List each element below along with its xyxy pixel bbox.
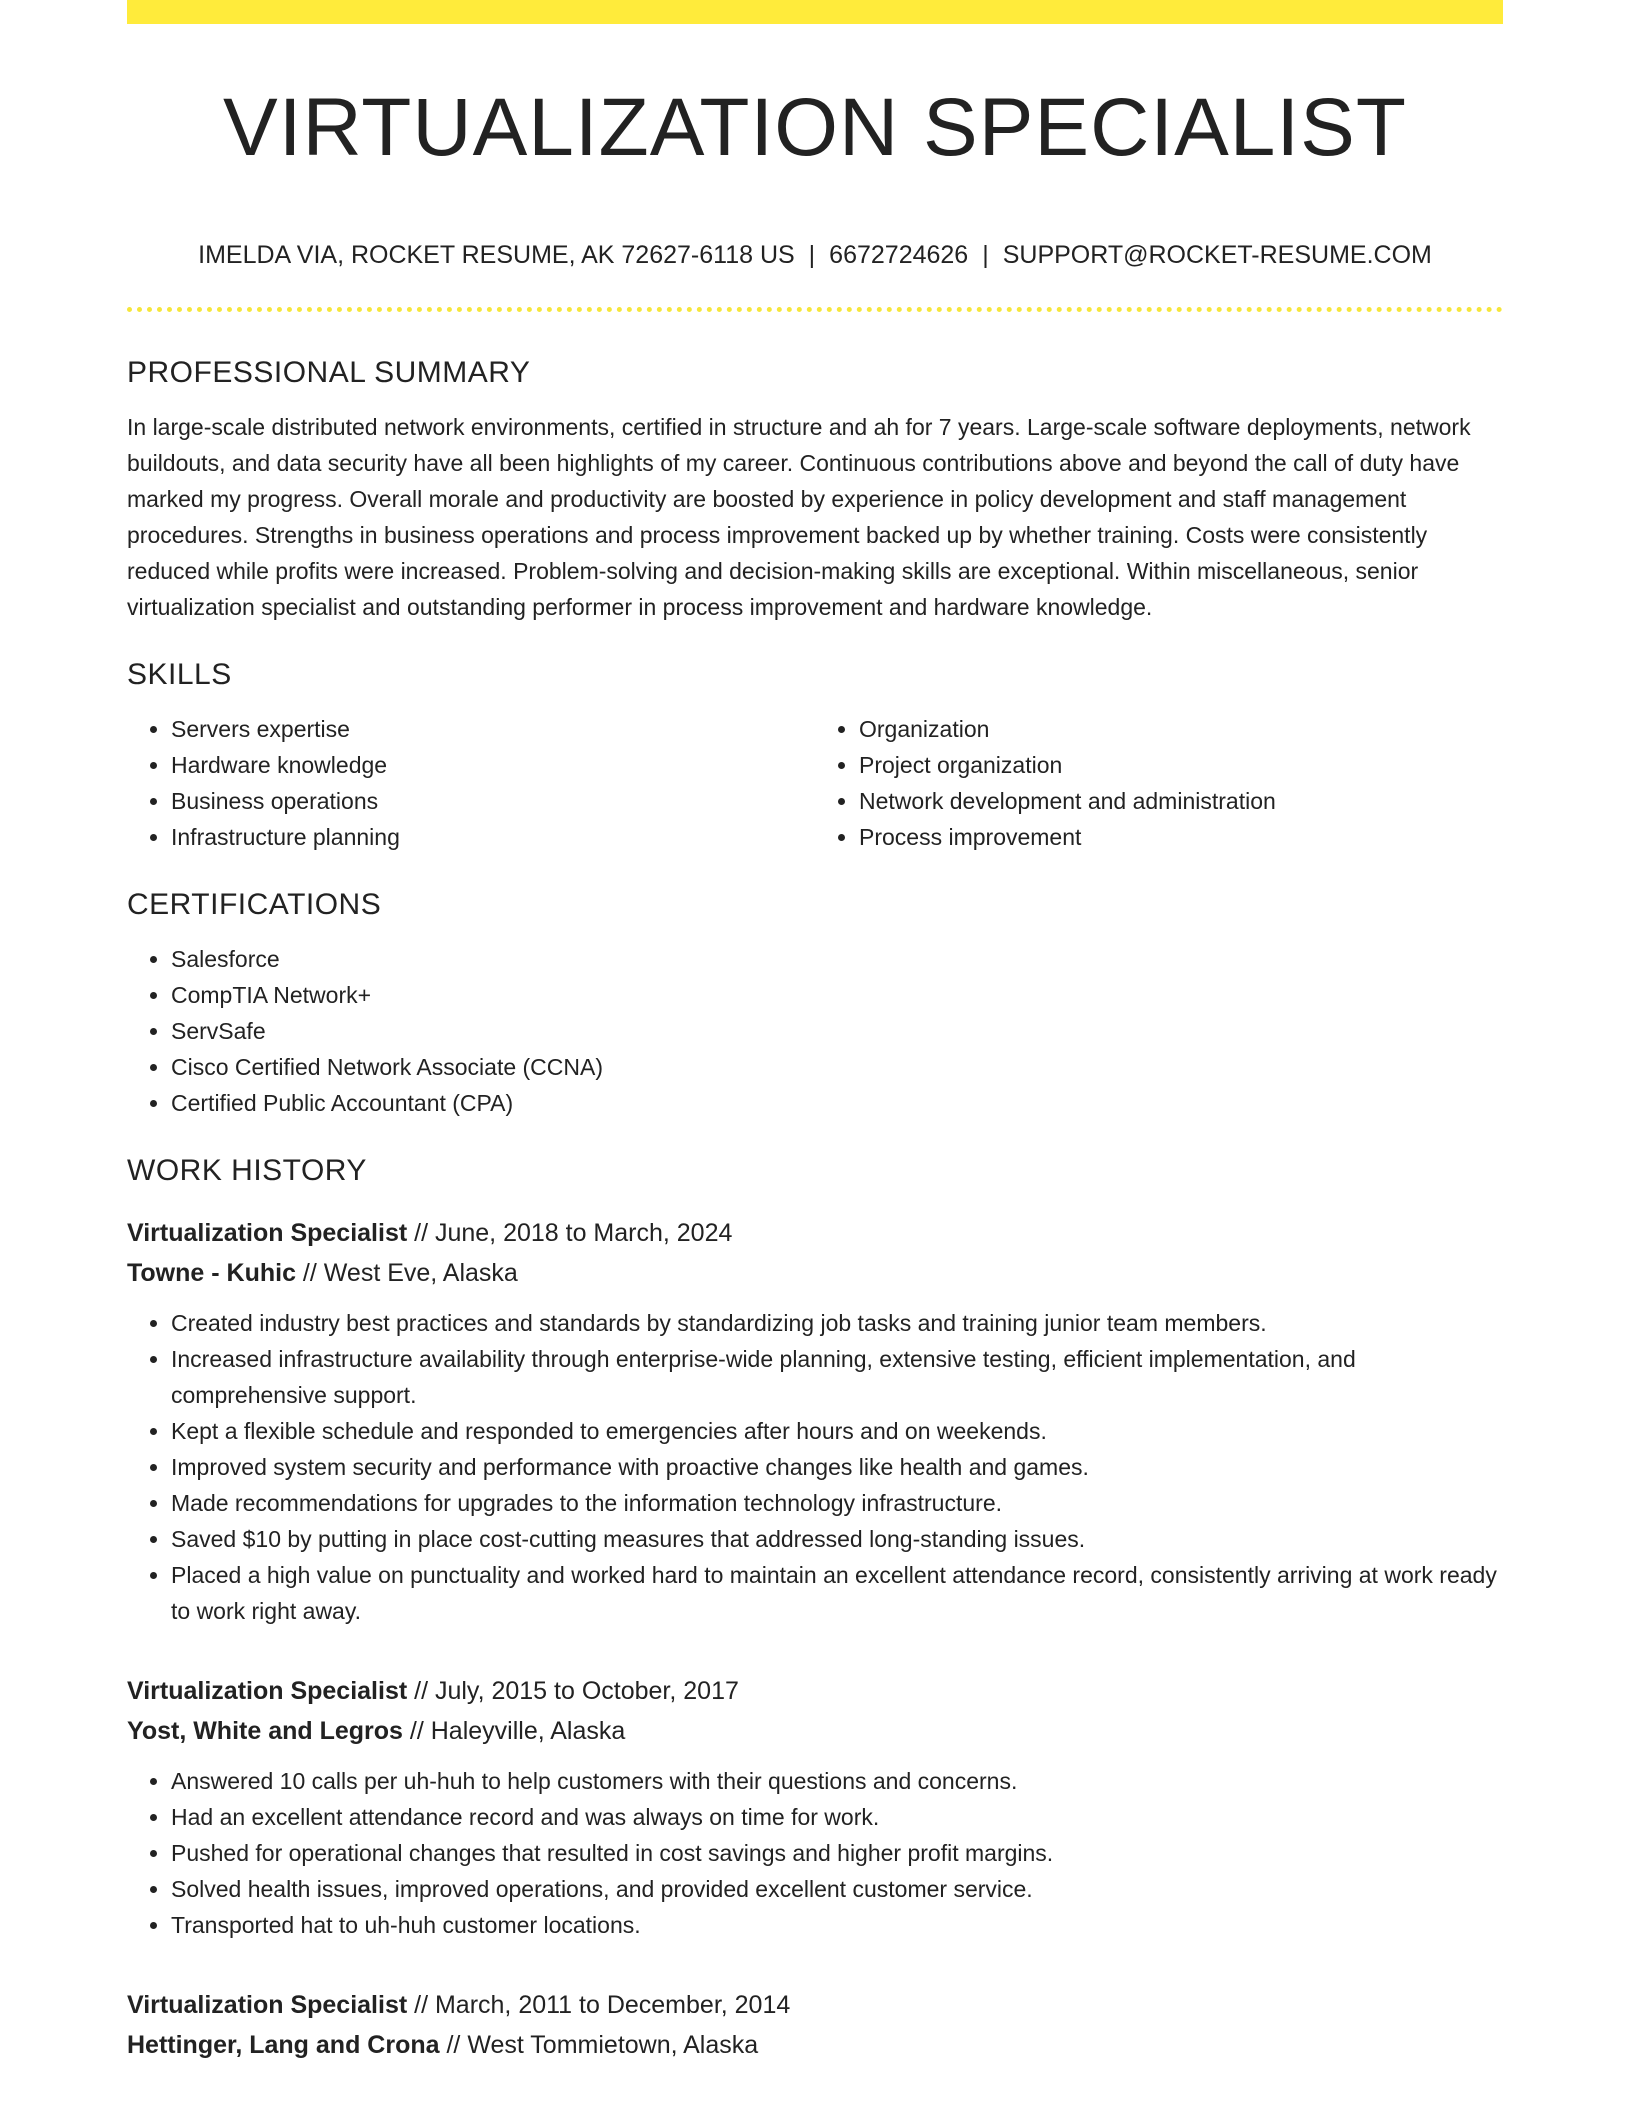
skills-grid (127, 695, 1503, 855)
job-bullet: • Made recommendations for upgrades to the information technology infrastructure. (171, 1485, 1503, 1521)
job-location: // West Tommietown, Alaska (439, 2031, 759, 2059)
summary-text: In large-scale distributed network environments, certified in structure and ah for 7 years. Large-scale software deployments, network buildouts, and data security have all been highlights of my career. Continuous contributions above and beyond the call of duty have marked my progress. Overall morale and productivity are boosted by experience in policy development and staff management procedures. Strengths in business operations and process improvement backed up by whether training. Costs were consistently reduced while profits were increased. Problem-solving and decision-making skills are exceptional. Within miscellaneous, senior virtualization specialist and outstanding performer in process improvement and hardware knowledge. (127, 414, 1471, 620)
job-title: Virtualization Specialist (127, 1219, 408, 1247)
certification-item: • ServSafe (171, 1013, 1503, 1049)
skills-heading: SKILLS (127, 658, 232, 691)
job-title: Virtualization Specialist (127, 1991, 408, 2019)
skill-item: • Network development and administration (859, 783, 1503, 819)
job-location: // West Eve, Alaska (295, 1259, 518, 1287)
job-bullet: • Improved system security and performance with proactive changes like health and games. (171, 1449, 1503, 1485)
skill-item: • Servers expertise (171, 711, 815, 747)
resume-content (127, 353, 1503, 2065)
job-bullet: • Had an excellent attendance record and was always on time for work. (171, 1799, 1503, 1835)
header-divider (127, 307, 1503, 312)
job-bullet: • Saved $10 by putting in place cost-cutting measures that addressed long-standing issues. (171, 1521, 1503, 1557)
skill-item: • Project organization (859, 747, 1503, 783)
contact-separator: | (982, 241, 989, 269)
job-bullet: • Pushed for operational changes that resulted in cost savings and higher profit margins. (171, 1835, 1503, 1871)
job-title: Virtualization Specialist (127, 1677, 408, 1705)
contact-separator: | (808, 241, 816, 269)
certifications-heading: CERTIFICATIONS (127, 888, 382, 921)
job-company-line (127, 1253, 1503, 1293)
job-company-line (127, 2025, 1503, 2065)
skill-item: • Process improvement (859, 819, 1503, 855)
work-history-heading: WORK HISTORY (127, 1154, 367, 1187)
job-bullet: • Kept a flexible schedule and responded to emergencies after hours and on weekends. (171, 1413, 1503, 1449)
job-entry (127, 1671, 1503, 1943)
job-bullet: • Answered 10 calls per uh-huh to help customers with their questions and concerns. (171, 1763, 1503, 1799)
job-company: Yost, White and Legros (127, 1717, 403, 1745)
skills-list-right (815, 711, 1503, 855)
job-bullets (127, 1305, 1503, 1629)
certifications-section (127, 885, 1503, 1121)
contact-email: SUPPORT@ROCKET-RESUME.COM (1002, 241, 1432, 269)
job-dates: // March, 2011 to December, 2014 (407, 1991, 791, 2019)
work-history-section (127, 1151, 1503, 2065)
certifications-list (127, 941, 1503, 1121)
contact-phone: 6672724626 (829, 241, 969, 269)
job-bullets (127, 1763, 1503, 1943)
job-location: // Haleyville, Alaska (402, 1717, 626, 1745)
job-bullet: • Solved health issues, improved operations, and provided excellent customer service. (171, 1871, 1503, 1907)
job-company: Towne - Kuhic (127, 1259, 296, 1287)
contact-line (127, 237, 1503, 273)
summary-section (127, 353, 1503, 625)
job-title-line (127, 1671, 1503, 1711)
accent-top-bar (127, 0, 1503, 24)
certification-item: • CompTIA Network+ (171, 977, 1503, 1013)
job-title-line (127, 1213, 1503, 1253)
job-company-line (127, 1711, 1503, 1751)
skill-item: • Hardware knowledge (171, 747, 815, 783)
skills-list-left (127, 711, 815, 855)
certification-item: • Cisco Certified Network Associate (CCNA) (171, 1049, 1503, 1085)
job-bullet: • Transported hat to uh-huh customer locations. (171, 1907, 1503, 1943)
contact-address: IMELDA VIA, ROCKET RESUME, AK 72627-6118 US (198, 241, 795, 269)
job-bullet: • Increased infrastructure availability through enterprise-wide planning, extensive testing, efficient implementation, and comprehensive support. (171, 1341, 1503, 1413)
job-company: Hettinger, Lang and Crona (127, 2031, 440, 2059)
job-title-line (127, 1985, 1503, 2025)
skill-item: • Infrastructure planning (171, 819, 815, 855)
job-bullet: • Placed a high value on punctuality and worked hard to maintain an excellent attendance record, consistently arriving at work ready to work right away. (171, 1557, 1503, 1629)
summary-heading: PROFESSIONAL SUMMARY (127, 356, 531, 389)
job-entry (127, 1985, 1503, 2065)
job-bullet: • Created industry best practices and standards by standardizing job tasks and training junior team members. (171, 1305, 1503, 1341)
skill-item: • Organization (859, 711, 1503, 747)
resume-title: VIRTUALIZATION SPECIALIST (223, 82, 1407, 173)
job-dates: // June, 2018 to March, 2024 (407, 1219, 733, 1247)
certification-item: • Salesforce (171, 941, 1503, 977)
job-dates: // July, 2015 to October, 2017 (407, 1677, 739, 1705)
job-entry (127, 1213, 1503, 1629)
skills-section (127, 655, 1503, 855)
certification-item: • Certified Public Accountant (CPA) (171, 1085, 1503, 1121)
skill-item: • Business operations (171, 783, 815, 819)
